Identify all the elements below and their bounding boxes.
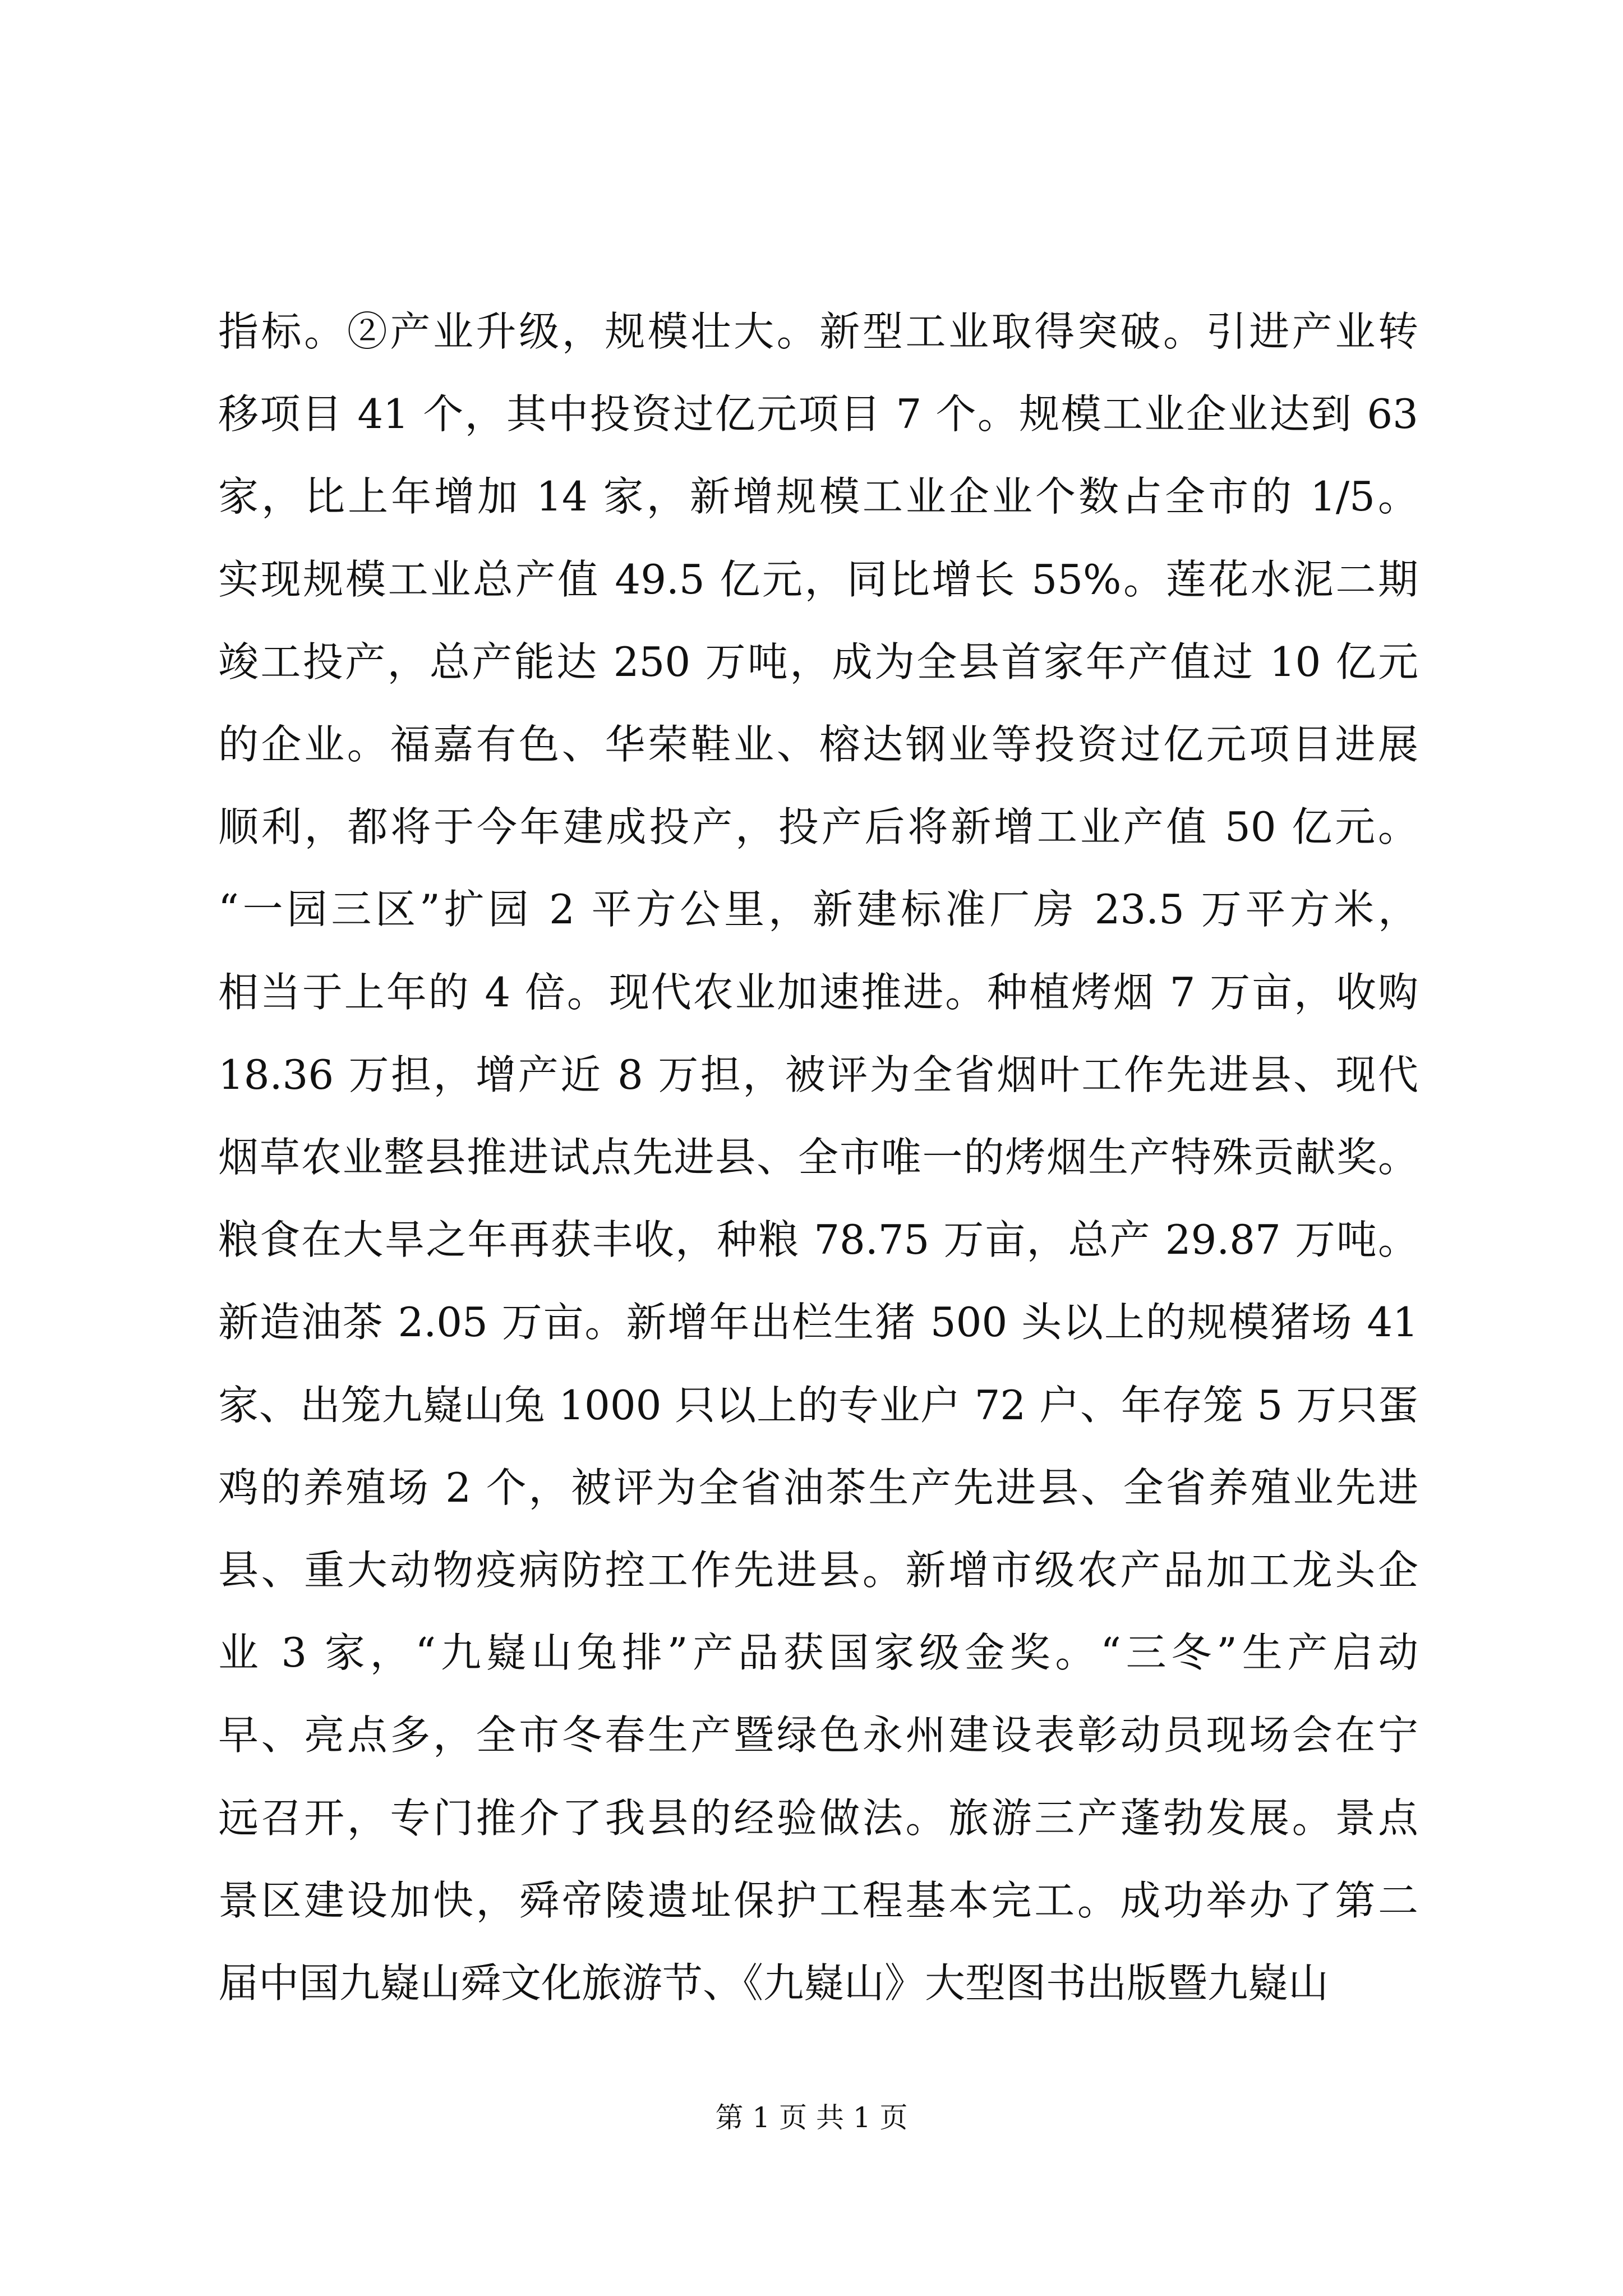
text-line: 县、重大动物疫病防控工作先进县。新增市级农产品加工龙头企 (218, 1547, 1418, 1594)
text-line: 指标。②产业升级，规模壮大。新型工业取得突破。引进产业转 (218, 308, 1418, 355)
text-line: 烟草农业整县推进试点先进县、全市唯一的烤烟生产特殊贡献奖。 (218, 1134, 1418, 1181)
text-line: 早、亮点多，全市冬春生产暨绿色永州建设表彰动员现场会在宁 (218, 1711, 1418, 1759)
text-line: 竣工投产，总产能达 250 万吨，成为全县首家年产值过 10 亿元 (218, 638, 1418, 685)
text-line: “一园三区”扩园 2 平方公里，新建标准厂房 23.5 万平方米， (218, 886, 1418, 933)
body-paragraph (218, 291, 1418, 2024)
text-line: 粮食在大旱之年再获丰收，种粮 78.75 万亩，总产 29.87 万吨。 (218, 1216, 1418, 1264)
text-line: 18.36 万担，增产近 8 万担，被评为全省烟叶工作先进县、现代 (218, 1051, 1418, 1098)
text-line: 家、出笼九嶷山兔 1000 只以上的专业户 72 户、年存笼 5 万只蛋 (218, 1381, 1418, 1429)
text-line: 新造油茶 2.05 万亩。新增年出栏生猪 500 头以上的规模猪场 41 (218, 1299, 1418, 1346)
text-line: 家，比上年增加 14 家，新增规模工业企业个数占全市的 1/5。 (218, 473, 1418, 521)
page-number-footer: 第 1 页 共 1 页 (715, 2101, 908, 2134)
text-line: 景区建设加快，舜帝陵遗址保护工程基本完工。成功举办了第二 (218, 1876, 1418, 1924)
text-line: 相当于上年的 4 倍。现代农业加速推进。种植烤烟 7 万亩，收购 (218, 968, 1418, 1016)
text-line: 顺利，都将于今年建成投产，投产后将新增工业产值 50 亿元。 (218, 803, 1418, 851)
text-line: 届中国九嶷山舜文化旅游节、《九嶷山》大型图书出版暨九嶷山 (218, 1959, 1329, 2007)
text-line: 移项目 41 个，其中投资过亿元项目 7 个。规模工业企业达到 63 (218, 390, 1418, 438)
text-line: 鸡的养殖场 2 个，被评为全省油茶生产先进县、全省养殖业先进 (218, 1464, 1418, 1511)
text-line: 远召开，专门推介了我县的经验做法。旅游三产蓬勃发展。景点 (218, 1794, 1418, 1842)
text-line: 的企业。福嘉有色、华荣鞋业、榕达钢业等投资过亿元项目进展 (218, 721, 1418, 769)
text-line: 业 3 家，“九嶷山兔排”产品获国家级金奖。“三冬”生产启动 (218, 1629, 1418, 1677)
text-line: 实现规模工业总产值 49.5 亿元，同比增长 55%。莲花水泥二期 (218, 555, 1418, 603)
